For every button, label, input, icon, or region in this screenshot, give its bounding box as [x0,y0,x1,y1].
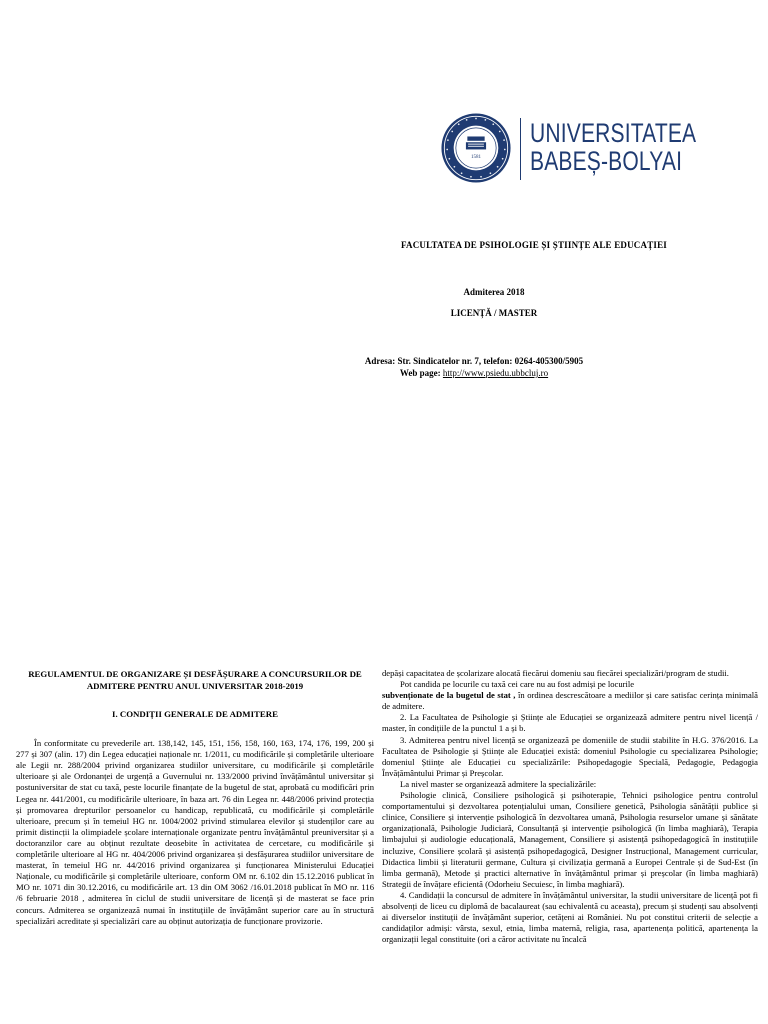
web-page-line [90,368,768,378]
tax-places-text-a: Pot candida pe locurile cu taxă cei care nu au fost admiși pe locurile [400,679,635,690]
paragraph-master-intro: La nivel master se organizează admitere la specializările: [400,778,597,789]
paragraph-master-list: Psihologie clinică, Consiliere psihologică și psihoterapie, Tehnici psihologice pentru controlul comportamentului și dezvoltarea potențialului uman, Consiliere genetică, Psihologia sănătății publice și clinice, Consiliere și intervenție psihologică în dezvoltarea umană, Psihologia resurselor umane și sănătate organizațională, Psihologie Judiciară, Consultanță și intervenție psihologică (în limba maghiară), Terapia limbajului și audiologie educațională, Management, Consiliere și asistență psihopedagogică în instituțiile incluzive, Consiliere școlară și asistență psihopedagogică, Designer Instrucțional, Management curricular, Didactica limbii și literaturii germane, Cultura și civilizația germană a Europei Centrale și de Sud-Est (în limba germană), Metode și practici alternative în învățământul primar și preșcolar (în limba maghiară) Strategii de învățare eficientă (Odorheiu Secuiesc, în limba maghiară). [382,790,758,889]
university-name-line2: BABEȘ-BOLYAI [530,146,683,176]
logo-divider [520,118,521,180]
paragraph-capacity: depăși capacitatea de școlarizare alocată fiecărui domeniu sau fiecărei specializări/program de studii. [382,668,729,678]
faculty-name: FACULTATEA DE PSIHOLOGIE ȘI ȘTIINȚE ALE EDUCAȚIEI [400,240,668,250]
paragraph-tax-places [382,679,758,712]
section-heading: I. CONDIȚII GENERALE DE ADMITERE [112,709,278,719]
university-seal-logo [440,112,512,184]
paragraph-legal-basis: În conformitate cu prevederile art. 138,142, 145, 151, 156, 158, 160, 163, 174, 176, 199, 200 și 277 și 307 (alin. 17) din Legea educației naționale nr. 1/2011, cu modificările și completările ulterioare ale Legii nr. 288/2004 privind organizarea studiilor universitare, cu modificările și completările ulterioare și ale Ordonanței de urgență a Guvernului nr. 133/2000 privind învățământul universitar și postuniversitar de stat cu taxă, peste locurile finanțate de la bugetul de stat, aprobată cu modificări prin Legea nr. 441/2001, cu modificările ulterioare, în baza art. 76 din Legea nr. 448/2006 privind protecția și promovarea drepturilor persoanelor cu handicap, republicată, cu modificările și completările ulterioare, precum și în temeiul HG nr. 1004/2002 privind stimularea elevilor și studenților care au primit distincții la olimpiadele școlare internaționale organizate pentru învățământul preuniversitar și a doctoranzilor care au obținut rezultate deosebite în activitatea de cercetare, cu modificările și completările ulterioare al HG nr. 404/2006 privind organizarea și desfășurarea studiilor universitare de masterat, în temeiul HG nr. 44/2016 privind organizarea și funcționarea Ministerului Educației Naționale, cu modificările și completările ulterioare, conform OM nr. 6.102 din 15.12.2016 publicat în MO nr. 1071 din 30.12.2016, cu modificările art. 13 din OM 3062 /16.01.2018 publicat în MO nr. 116 /6 februarie 2018 , admiterea în ciclul de studii universitare de licență și de masterat se face prin concurs. Admiterea se organizează numai în instituțiile de învățământ superior care au în structură specializări acreditate și specializări care au obținut autorizația de funcționare provizorie. [16,738,374,926]
paragraph-point-2: 2. La Facultatea de Psihologie și Științe ale Educației se organizează admitere pentru nivel licență / master, în condițiile de la punctul 1 a și b. [382,712,758,734]
right-column [382,668,758,945]
regulation-title: REGULAMENTUL DE ORGANIZARE ȘI DESFĂȘURARE A CONCURSURILOR DE ADMITERE PENTRU ANUL UNIVERSITAR 2018-2019 [28,669,362,691]
left-column [16,668,374,927]
tax-places-bold: subvenționate de la bugetul de stat , [382,690,516,701]
web-page-link[interactable]: http://www.psiedu.ubbcluj.ro [442,368,549,378]
study-level: LICENȚĂ / MASTER [450,308,538,318]
web-page-label: Web page: [399,368,441,378]
university-name-line1: UNIVERSITATEA [530,118,697,148]
seal-year: 1581 [470,155,482,161]
admission-year: Admiterea 2018 [463,287,525,297]
tax-places-text-b: în ordinea descrescătoare a mediilor și care satisfac cerința minimală de admitere. [382,690,758,712]
address-line: Adresa: Str. Sindicatelor nr. 7, telefon: 0264-405300/5905 [364,356,584,366]
paragraph-point-4: 4. Candidații la concursul de admitere în învățământul universitar, la studii universitare de licență pot fi absolvenți de liceu cu diplomă de bacalaureat (sau echivalentă cu aceasta), precum și studenți sau absolvenți ai diverselor instituții de învățământ superior, cetățeni ai României. Nu pot constitui criterii de selecție a candidaților admiși: vârsta, sexul, etnia, limba maternă, religia, rasa, apartenența politică, apartenența la organizații legal constituite (ori a căror activitate nu încalcă [382,889,758,945]
paragraph-point-3: 3. Admiterea pentru nivel licență se organizează pe domeniile de studii stabilite în H.G. 376/2016. La Facultatea de Psihologie și Științe ale Educației există: domeniul Psihologie cu specializarea Psihologie; domeniul Științe ale Educației cu specializările: Psihopedagogie Specială, Pedagogie, Pedagogia Învățământului Primar și Preșcolar. [382,734,758,778]
